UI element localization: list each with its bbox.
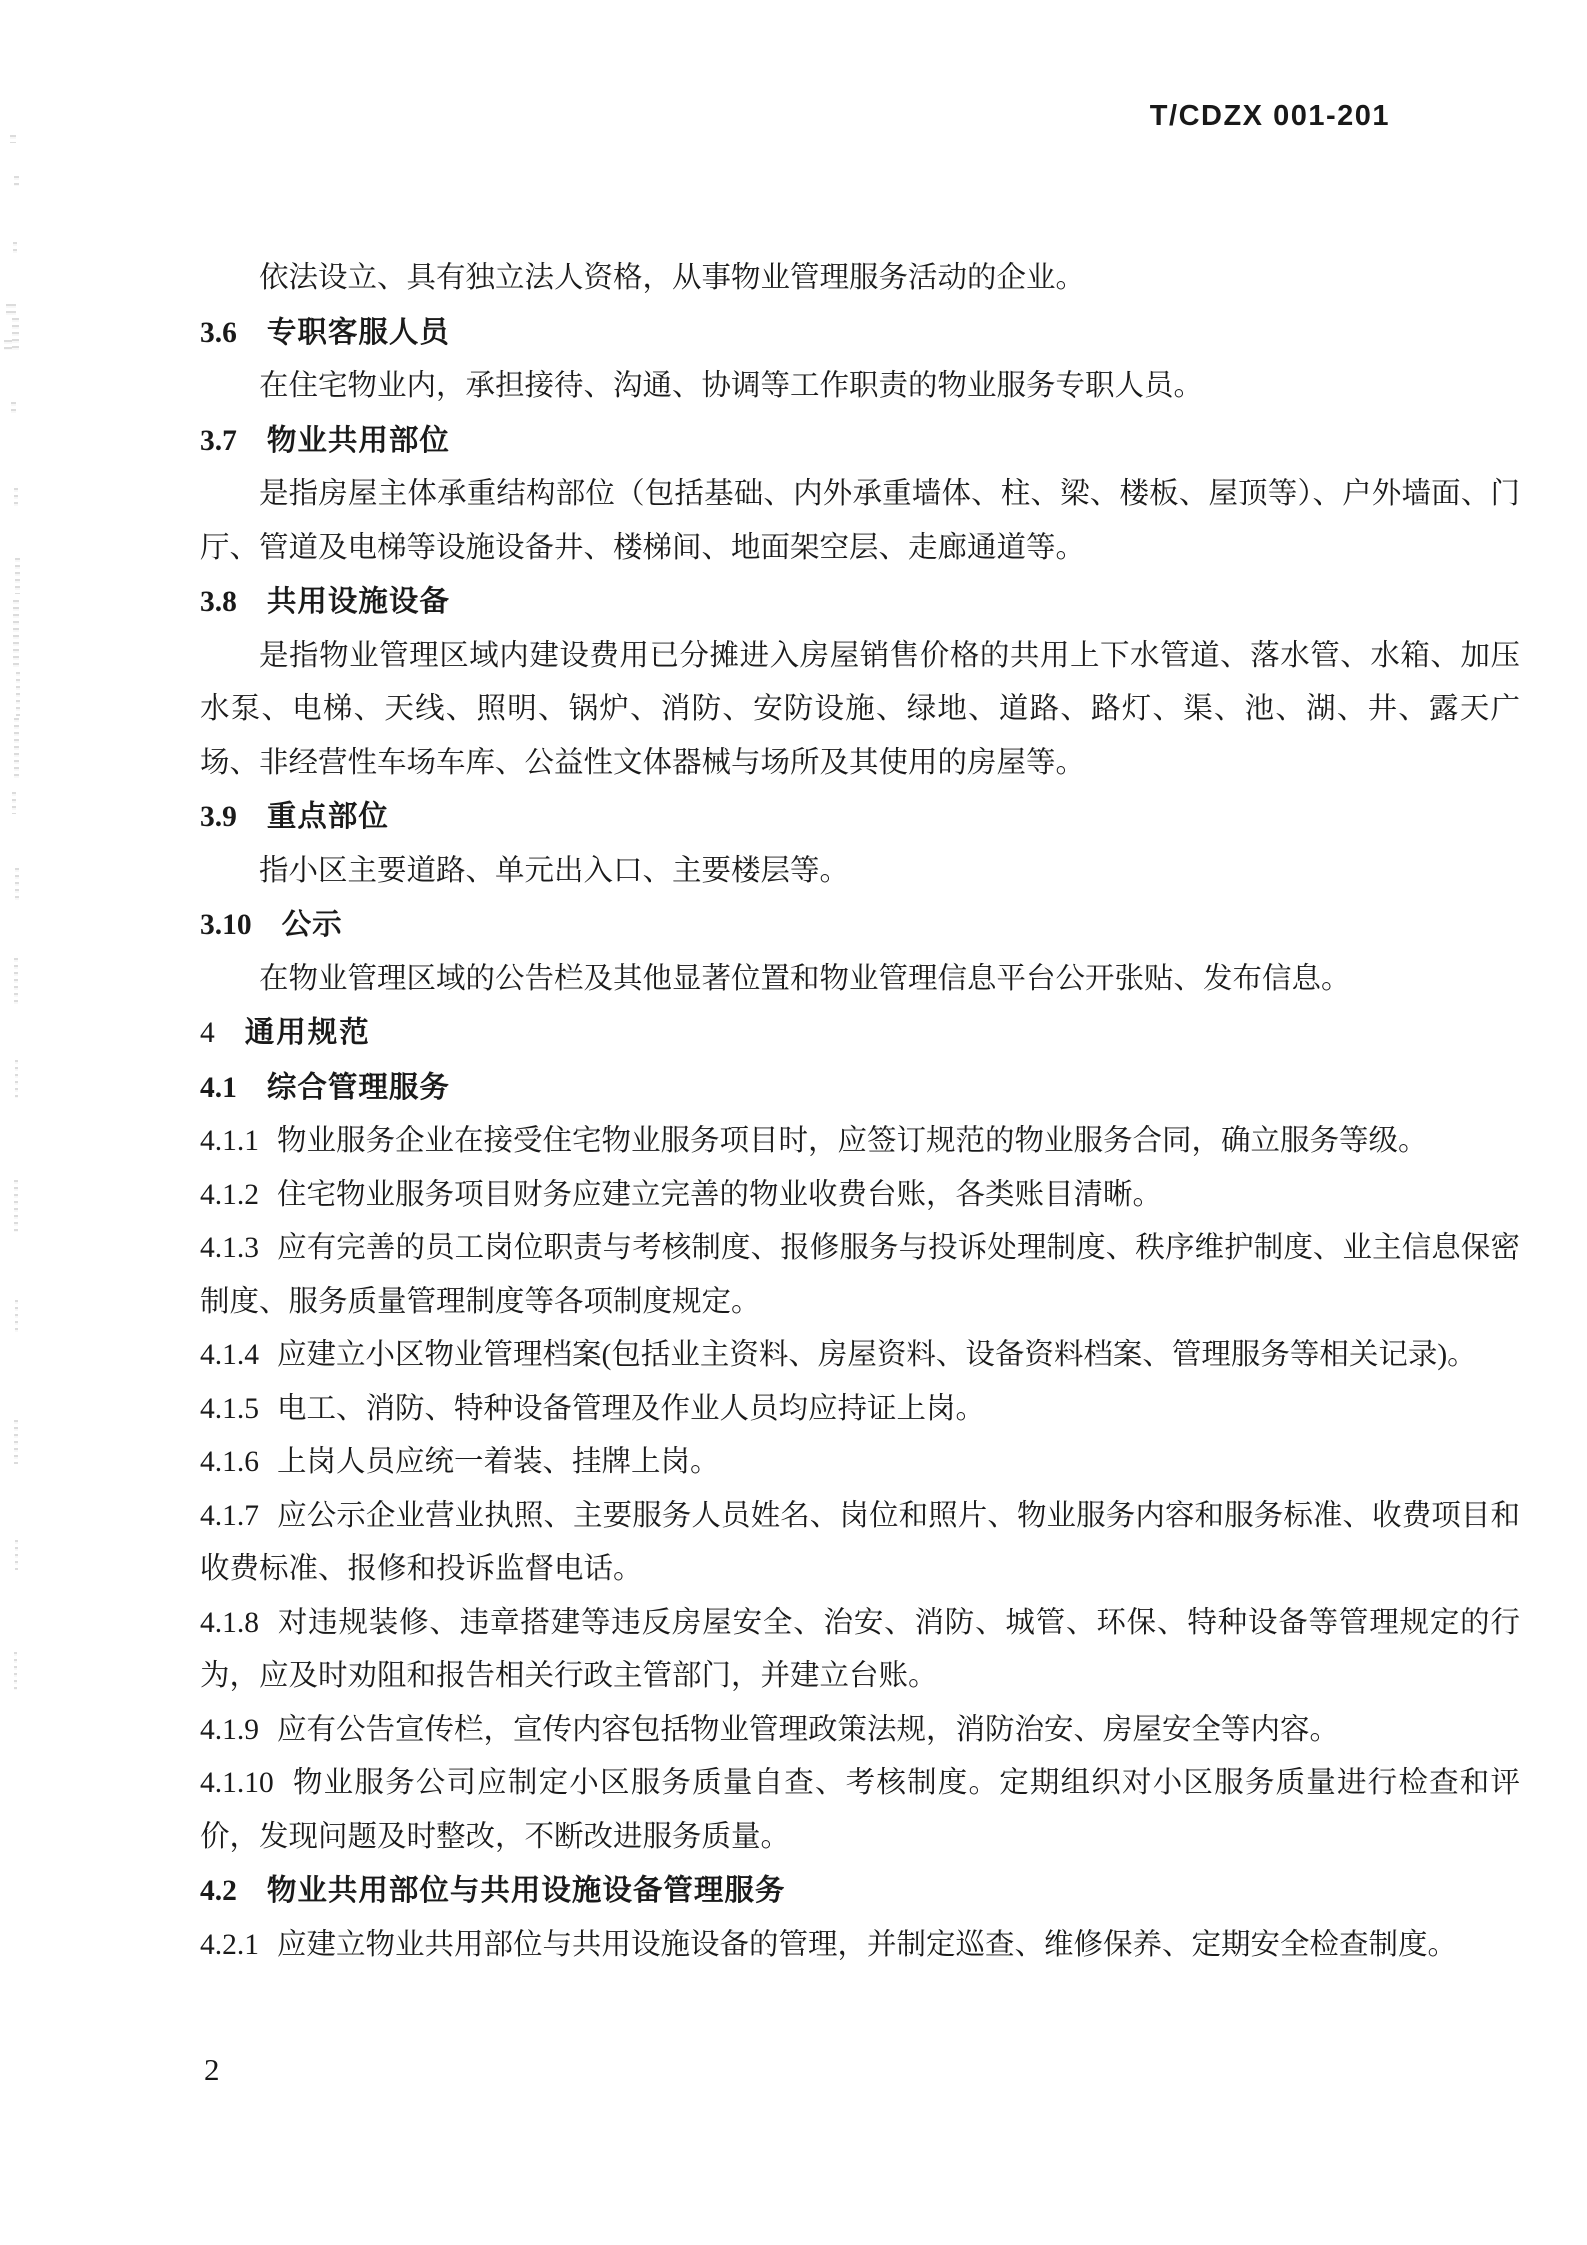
chapter-heading <box>200 1006 1520 1061</box>
clause-title: 通用规范 <box>244 1016 371 1049</box>
item-number: 4.1.1 <box>200 1125 259 1157</box>
paragraph-text: 依法设立、具有独立法人资格，从事物业管理服务活动的企业。 <box>259 262 1086 294</box>
clause-title: 共用设施设备 <box>266 585 450 618</box>
scan-noise-mark <box>6 304 16 318</box>
scan-noise-mark <box>14 1652 17 1690</box>
paragraph-text: 指小区主要道路、单元出入口、主要楼层等。 <box>259 854 850 887</box>
item-text: 应建立小区物业管理档案(包括业主资料、房屋资料、设备资料档案、管理服务等相关记录)。 <box>277 1339 1477 1371</box>
paragraph <box>200 845 1520 899</box>
item-number: 4.1.4 <box>200 1339 259 1371</box>
item-number: 4.2.1 <box>200 1928 259 1961</box>
numbered-item <box>200 1704 1520 1758</box>
scan-noise-mark <box>15 1300 18 1332</box>
clause-heading <box>200 414 1520 469</box>
item-text: 住宅物业服务项目财务应建立完善的物业收费台账，各类账目清晰。 <box>277 1178 1163 1211</box>
item-number: 4.1.7 <box>200 1499 259 1532</box>
item-number: 4.1.2 <box>200 1178 259 1211</box>
item-text: 物业服务公司应制定小区服务质量自查、考核制度。定期组织对小区服务质量进行检查和评价，发现问题及时整改，不断改进服务质量。 <box>200 1767 1520 1853</box>
standard-code-header: T/CDZX 001-201 <box>1149 100 1390 132</box>
clause-number: 3.6 <box>200 316 237 349</box>
clause-number: 3.9 <box>200 801 237 833</box>
paragraph-text: 是指房屋主体承重结构部位（包括基础、内外承重墙体、柱、梁、楼板、屋顶等）、户外墙面、门厅、管道及电梯等设施设备井、楼梯间、地面架空层、走廊通道等。 <box>200 478 1520 564</box>
numbered-item <box>200 1490 1520 1597</box>
clause-title: 重点部位 <box>266 800 389 833</box>
clause-title: 专职客服人员 <box>266 315 450 349</box>
item-text: 应有完善的员工岗位职责与考核制度、报修服务与投诉处理制度、秩序维护制度、业主信息保密制度、服务质量管理制度等各项制度规定。 <box>200 1232 1520 1318</box>
clause-number: 4 <box>200 1017 215 1049</box>
clause-title: 物业共用部位 <box>266 423 450 457</box>
item-number: 4.1.5 <box>200 1392 259 1425</box>
paragraph <box>200 953 1520 1007</box>
scan-noise-mark <box>15 868 19 902</box>
item-number: 4.1.9 <box>200 1713 259 1746</box>
clause-number: 3.8 <box>200 586 237 618</box>
item-number: 4.1.10 <box>200 1767 274 1799</box>
paragraph <box>200 630 1520 791</box>
numbered-item <box>200 1329 1520 1383</box>
scan-noise-mark <box>12 318 19 352</box>
scan-noise-mark <box>16 672 20 716</box>
scan-noise-mark <box>12 792 16 814</box>
scan-noise-mark <box>11 402 16 414</box>
page-number: 2 <box>204 2052 220 2087</box>
item-text: 对违规装修、违章搭建等违反房屋安全、治安、消防、城管、环保、特种设备等管理规定的行为，应及时劝阻和报告相关行政主管部门，并建立台账。 <box>200 1606 1520 1692</box>
paragraph <box>200 252 1520 306</box>
item-text: 物业服务企业在接受住宅物业服务项目时，应签订规范的物业服务合同，确立服务等级。 <box>277 1125 1428 1157</box>
paragraph <box>200 468 1520 575</box>
item-text: 应建立物业共用部位与共用设施设备的管理，并制定巡查、维修保养、定期安全检查制度。 <box>277 1928 1458 1961</box>
numbered-item <box>200 1169 1520 1223</box>
numbered-item <box>200 1115 1520 1169</box>
numbered-item <box>200 1597 1520 1704</box>
item-text: 电工、消防、特种设备管理及作业人员均应持证上岗。 <box>277 1392 986 1425</box>
numbered-item <box>200 1222 1520 1329</box>
clause-number: 3.10 <box>200 909 252 941</box>
scan-noise-mark <box>14 176 19 186</box>
item-number: 4.1.3 <box>200 1232 259 1264</box>
numbered-item <box>200 1383 1520 1437</box>
clause-heading <box>200 898 1520 953</box>
scan-noise-mark <box>14 958 18 1006</box>
document-body <box>200 252 1520 1972</box>
clause-title: 综合管理服务 <box>266 1070 450 1104</box>
item-text: 应有公告宣传栏，宣传内容包括物业管理政策法规，消防治安、房屋安全等内容。 <box>277 1713 1340 1746</box>
item-text: 应公示企业营业执照、主要服务人员姓名、岗位和照片、物业服务内容和服务标准、收费项目和收费标准、报修和投诉监督电话。 <box>200 1499 1520 1585</box>
clause-number: 4.1 <box>200 1071 237 1104</box>
paragraph-text: 在住宅物业内，承担接待、沟通、协调等工作职责的物业服务专职人员。 <box>259 370 1204 402</box>
scan-noise-mark <box>4 340 12 350</box>
clause-title: 物业共用部位与共用设施设备管理服务 <box>266 1874 786 1907</box>
clause-number: 3.7 <box>200 424 237 457</box>
item-number: 4.1.8 <box>200 1606 259 1639</box>
clause-heading <box>200 575 1520 630</box>
paragraph <box>200 360 1520 414</box>
scan-noise-mark <box>13 242 17 254</box>
scan-noise-mark <box>14 488 18 506</box>
item-text: 上岗人员应统一着装、挂牌上岗。 <box>277 1446 720 1478</box>
clause-heading <box>200 1061 1520 1116</box>
scan-noise-mark <box>14 1420 18 1464</box>
scan-noise-mark <box>15 1060 18 1098</box>
numbered-item <box>200 1436 1520 1490</box>
scan-noise-mark <box>15 558 20 594</box>
scan-noise-mark <box>15 1540 18 1570</box>
clause-number: 4.2 <box>200 1875 237 1907</box>
clause-title: 公示 <box>281 908 343 941</box>
paragraph-text: 在物业管理区域的公告栏及其他显著位置和物业管理信息平台公开张贴、发布信息。 <box>259 962 1351 995</box>
scan-noise-mark <box>14 1180 18 1232</box>
item-number: 4.1.6 <box>200 1446 259 1478</box>
clause-heading <box>200 790 1520 845</box>
numbered-item <box>200 1919 1520 1973</box>
scan-noise-mark <box>13 600 19 670</box>
scan-noise-mark <box>10 135 16 143</box>
clause-heading <box>200 306 1520 361</box>
paragraph-text: 是指物业管理区域内建设费用已分摊进入房屋销售价格的共用上下水管道、落水管、水箱、加压水泵、电梯、天线、照明、锅炉、消防、安防设施、绿地、道路、路灯、渠、池、湖、井、露天广场、非经营性车场车库、公益性文体器械与场所及其使用的房屋等。 <box>200 639 1520 779</box>
scan-noise-mark <box>14 718 19 780</box>
numbered-item <box>200 1757 1520 1864</box>
clause-heading <box>200 1864 1520 1919</box>
